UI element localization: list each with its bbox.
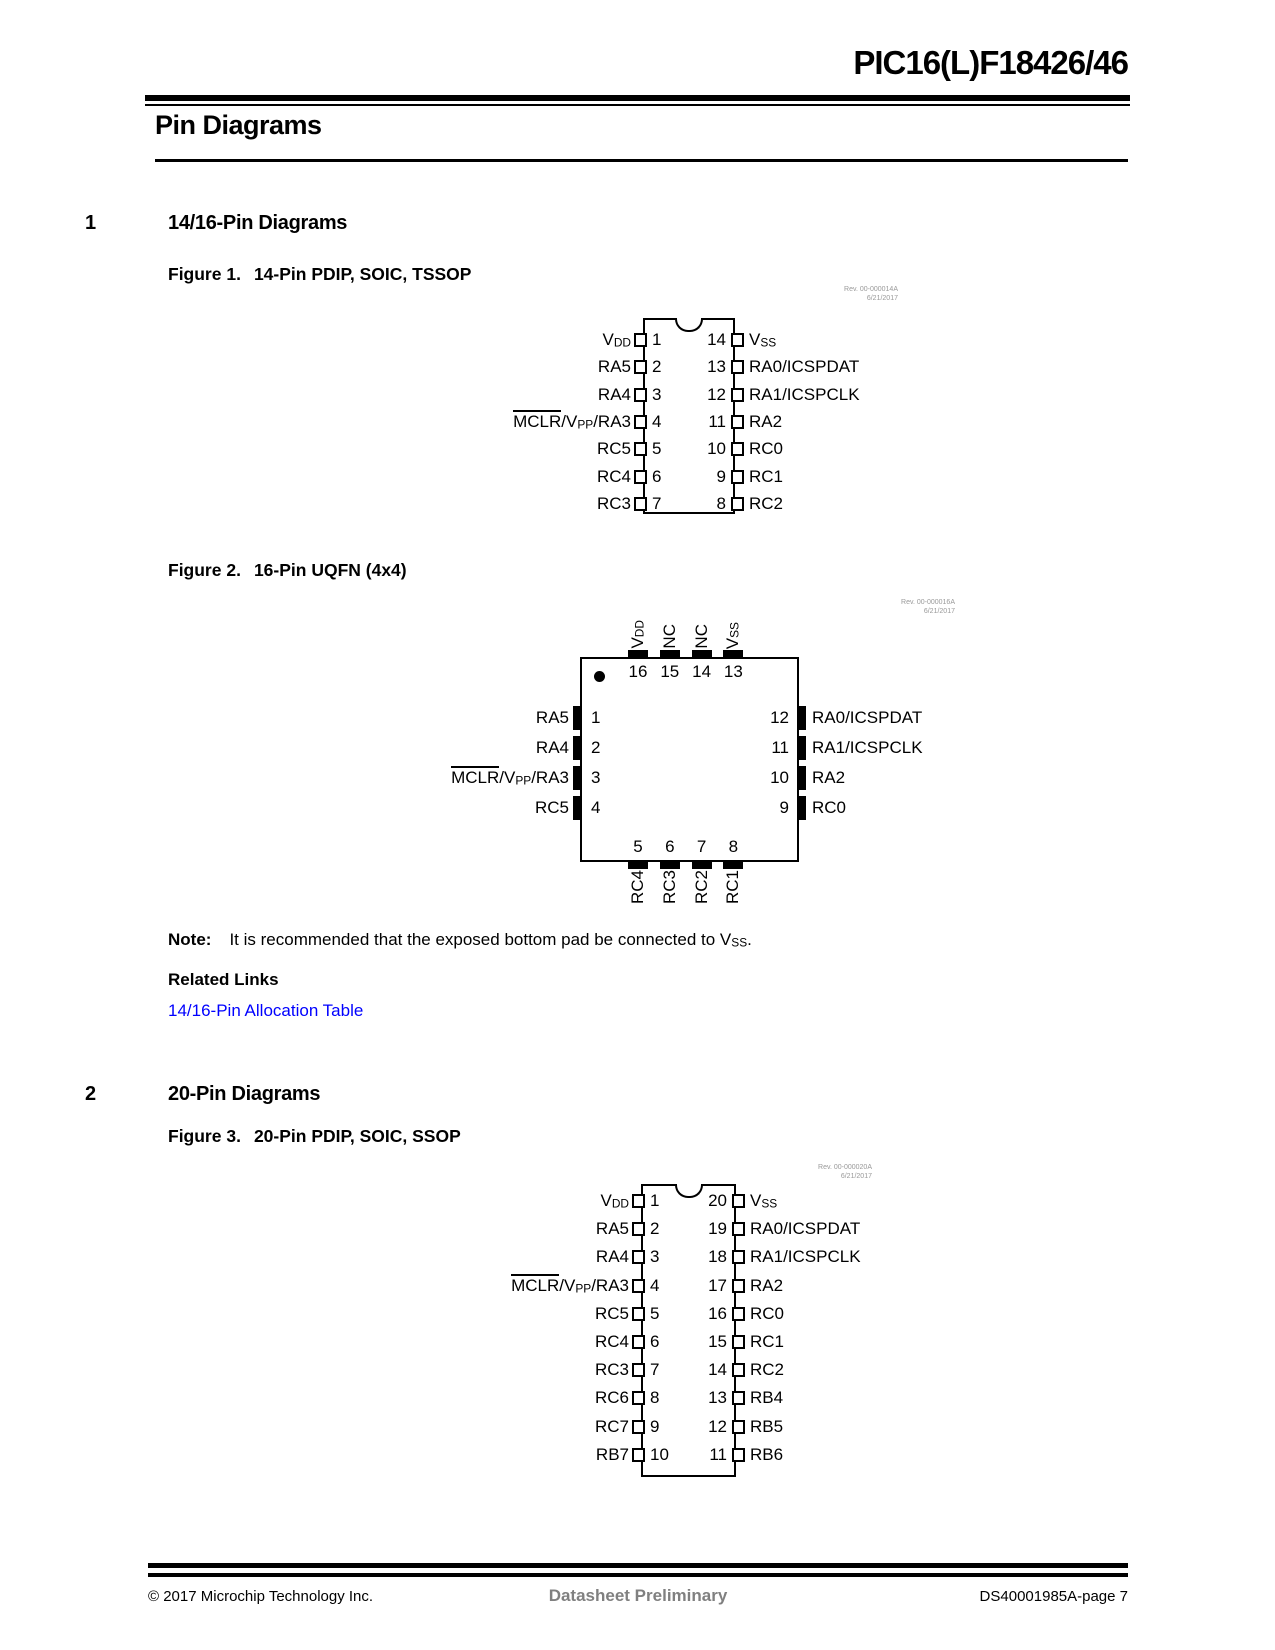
pin-number: 13 (708, 1388, 727, 1408)
pin-label: RB4 (750, 1388, 784, 1408)
pin-label: RB6 (750, 1444, 784, 1464)
pin-box (634, 415, 647, 429)
section-1-title: 14/16-Pin Diagrams (168, 212, 348, 234)
pin-label: RB7 (595, 1444, 629, 1464)
pin-pad (628, 650, 648, 657)
pin-number: 5 (633, 837, 643, 856)
pin-row (594, 1357, 785, 1383)
pin-number: 5 (650, 1303, 660, 1323)
pin-number: 6 (652, 466, 662, 486)
pin-box (634, 360, 647, 374)
pin-row (594, 1329, 785, 1355)
pin-row (597, 382, 860, 408)
pin-number: 18 (708, 1247, 727, 1267)
pin-box (732, 1335, 745, 1349)
pin-pad (573, 766, 580, 790)
pin-row (595, 1216, 861, 1242)
figure-3-diagram (148, 1155, 1128, 1505)
pin-number: 14 (692, 662, 712, 681)
pin-label: MCLR/VPP/RA3 (451, 768, 569, 788)
pin-label: RC1 (750, 1332, 785, 1351)
pin-box (634, 333, 647, 347)
pin-label: RA2 (749, 411, 783, 431)
pin-number: 2 (652, 357, 662, 377)
pin-label: RA0/ICSPDAT (749, 357, 860, 377)
pin-box (732, 1307, 745, 1321)
figure-1-diagram (148, 283, 1128, 528)
pin-box (634, 388, 647, 402)
pin-box (632, 1194, 645, 1208)
pin-number: 20 (708, 1191, 727, 1210)
pin-label: RA1/ICSPCLK (749, 384, 860, 404)
pin-row (596, 491, 784, 517)
pin-label: VDD (602, 330, 631, 350)
pin-label: RB5 (750, 1416, 784, 1436)
related-links-heading: Related Links (168, 970, 279, 989)
pin-label: RC3 (594, 1360, 629, 1380)
pin-number: 4 (652, 411, 662, 431)
pin-pad (573, 706, 580, 730)
pin-label: RA5 (597, 357, 631, 377)
pin-number: 10 (707, 439, 726, 459)
pin-box (632, 1307, 645, 1321)
pin-box (632, 1222, 645, 1236)
pin-label: VDD (600, 1191, 629, 1211)
pin-number: 4 (650, 1275, 660, 1295)
pin-label: RC0 (750, 1303, 785, 1323)
pin-number: 6 (665, 837, 675, 856)
pin-box (731, 470, 744, 484)
pin-box (632, 1279, 645, 1293)
pin-box (732, 1250, 745, 1264)
pin-label: MCLR/VPP/RA3 (511, 1275, 629, 1296)
pin-box (731, 415, 744, 429)
section-1-heading (85, 212, 347, 235)
pin-row (597, 354, 860, 380)
pin-box (634, 497, 647, 511)
figure-3-caption (168, 1126, 461, 1147)
pin-pad (660, 862, 680, 869)
note-label: Note: (168, 930, 212, 949)
pin-label: RA1/ICSPCLK (750, 1247, 861, 1267)
footer-rule-2 (148, 1573, 1128, 1577)
pin-pad (723, 650, 743, 657)
figure-2-diagram (148, 592, 1128, 917)
pin-label: RC4 (596, 466, 631, 486)
page-heading: Pin Diagrams (155, 110, 322, 140)
figure-3-label: Figure 3. (168, 1126, 241, 1146)
pin-number: 15 (708, 1332, 727, 1351)
pin-label: RC4 (594, 1332, 629, 1351)
footer-rule-1 (148, 1563, 1128, 1568)
section-2-number: 2 (85, 1083, 96, 1105)
pin-label: NC (659, 624, 679, 649)
pin-number: 2 (650, 1219, 660, 1239)
pin-box (632, 1335, 645, 1349)
pin-number: 3 (591, 768, 601, 787)
pin-number: 3 (652, 384, 662, 404)
pin-box (632, 1250, 645, 1264)
pin-number: 7 (696, 837, 707, 856)
qfn16-package-body (451, 620, 923, 905)
allocation-table-link[interactable]: 14/16-Pin Allocation Table (168, 1001, 364, 1020)
pin-number: 12 (708, 1416, 727, 1436)
pin-number: 10 (770, 768, 789, 787)
note-line (168, 930, 752, 950)
pin-box (632, 1448, 645, 1462)
pin-label: RA2 (812, 768, 846, 787)
pin-pad (799, 736, 806, 760)
pin-number: 9 (779, 798, 789, 817)
pin-number: 3 (650, 1247, 660, 1267)
pin-label: VSS (723, 621, 743, 649)
pin-box (731, 442, 744, 456)
figure-1-label: Figure 1. (168, 264, 241, 284)
pin-label: RA4 (597, 384, 631, 404)
pin-label: RA0/ICSPDAT (750, 1219, 861, 1239)
footer (148, 1586, 1128, 1606)
pin-label: RC5 (534, 798, 569, 817)
pin-label: RC1 (749, 466, 784, 486)
pin-label: RA1/ICSPCLK (812, 738, 923, 757)
pin-number: 11 (771, 738, 789, 757)
footer-copyright: © 2017 Microchip Technology Inc. (148, 1588, 374, 1605)
pin-pad (692, 862, 712, 869)
pin-label: RC5 (594, 1303, 629, 1323)
pin-label: RA5 (535, 708, 569, 727)
pin-number: 7 (652, 493, 662, 513)
pin-label: RC7 (594, 1416, 629, 1436)
pin-number: 11 (709, 1444, 727, 1464)
pin-box (632, 1420, 645, 1434)
pin-label: RC1 (723, 870, 743, 905)
pin-number: 1 (650, 1191, 660, 1210)
pin-row (594, 1385, 784, 1411)
note-text: It is recommended that the exposed bottom pad be connected to VSS. (229, 930, 752, 950)
pin-label: MCLR/VPP/RA3 (513, 411, 631, 432)
pin-pad (692, 650, 712, 657)
pin-number: 4 (591, 798, 601, 817)
pin-number: 5 (652, 439, 662, 459)
pin1-indicator-dot (594, 671, 605, 682)
figure-1-caption (168, 264, 471, 285)
pin-number: 14 (707, 330, 726, 349)
pin-box (731, 333, 744, 347)
pin-number: 13 (723, 662, 743, 681)
dip20-package-body (511, 1184, 861, 1477)
figure-1-rev-label: Rev. 00-000014A 6/21/2017 (844, 286, 898, 303)
pin-number: 8 (650, 1388, 660, 1408)
pin-row (594, 1301, 785, 1327)
pin-box (732, 1420, 745, 1434)
pin-label: RA0/ICSPDAT (812, 708, 923, 727)
pin-label: RA4 (595, 1247, 629, 1267)
pin-label: RC0 (749, 439, 784, 459)
pin-number: 12 (770, 708, 789, 727)
pin-box (632, 1391, 645, 1405)
pin-label: RC3 (659, 870, 679, 905)
pin-pad (799, 706, 806, 730)
pin-number: 12 (707, 384, 726, 404)
pin-label: RC2 (691, 870, 711, 905)
pin-number: 2 (591, 738, 601, 757)
pin-row (596, 436, 784, 462)
pin-number: 9 (716, 466, 726, 486)
pin-label: RA4 (535, 738, 569, 757)
pin-box (731, 497, 744, 511)
figure-3-title: 20-Pin PDIP, SOIC, SSOP (253, 1126, 461, 1146)
pin-label: NC (691, 624, 711, 649)
pin-label: RC4 (628, 870, 647, 905)
pin-label: VSS (749, 330, 777, 350)
pin-box (732, 1279, 745, 1293)
pin-number: 8 (728, 837, 739, 856)
pin-number: 1 (591, 708, 601, 727)
pin-number: 6 (650, 1332, 660, 1351)
pin-number: 9 (650, 1416, 660, 1436)
pin-pad (723, 862, 743, 869)
pin-box (731, 360, 744, 374)
pin-number: 7 (650, 1360, 660, 1380)
pin-number: 10 (650, 1444, 669, 1464)
pin-number: 13 (707, 357, 726, 377)
pin-box (634, 470, 647, 484)
pin-number: 15 (660, 662, 680, 681)
pin-number: 11 (708, 411, 726, 431)
pin-row (595, 1244, 861, 1270)
pin-number: 16 (628, 662, 648, 681)
pin-number: 17 (708, 1275, 727, 1295)
pin-box (731, 388, 744, 402)
figure-2-rev-label: Rev. 00-000016A 6/21/2017 (901, 599, 955, 616)
pin-box (632, 1363, 645, 1377)
section-2-title: 20-Pin Diagrams (168, 1083, 321, 1105)
pin-label: RA5 (595, 1219, 629, 1239)
pin-label: RC0 (812, 798, 847, 817)
pin-pad (628, 862, 648, 869)
section-1-number: 1 (85, 212, 96, 234)
device-title: PIC16(L)F18426/46 (853, 44, 1128, 81)
dip14-package-body (513, 318, 860, 514)
heading-rule (155, 159, 1128, 162)
figure-1-title: 14-Pin PDIP, SOIC, TSSOP (253, 264, 472, 284)
pin-number: 16 (708, 1303, 727, 1323)
footer-status: Datasheet Preliminary (548, 1586, 728, 1605)
pin-row (600, 1188, 778, 1214)
pin-row (594, 1414, 784, 1440)
section-2-heading (85, 1083, 320, 1106)
pin-label: RC6 (594, 1388, 629, 1408)
pin-pad (799, 796, 806, 820)
footer-doc-number: DS40001985A-page 7 (979, 1588, 1129, 1605)
pin-label: RC2 (749, 493, 784, 513)
pin-pad (660, 650, 680, 657)
pin-label: RC3 (596, 493, 631, 513)
figure-2-caption (168, 560, 407, 581)
pin-box (634, 442, 647, 456)
pin-number: 19 (708, 1219, 727, 1239)
pin-row (602, 327, 777, 353)
pin-box (732, 1391, 745, 1405)
pin-box (732, 1222, 745, 1236)
pin-row (595, 1442, 784, 1468)
header-rule-thin (145, 104, 1130, 106)
pin-number: 14 (708, 1360, 727, 1380)
pin-box (732, 1194, 745, 1208)
pin-number: 8 (716, 493, 726, 513)
pin-pad (799, 766, 806, 790)
figure-2-title: 16-Pin UQFN (4x4) (253, 560, 407, 580)
pin-pad (573, 736, 580, 760)
pin-label: RA2 (750, 1275, 784, 1295)
pin-label: VSS (750, 1191, 778, 1211)
pin-label: RC2 (750, 1360, 785, 1380)
figure-2-label: Figure 2. (168, 560, 241, 580)
pin-label: VDD (628, 620, 647, 649)
pin-row (511, 1273, 784, 1299)
pin-pad (573, 796, 580, 820)
pin-row (513, 409, 783, 435)
pin-row (596, 464, 784, 490)
pin-label: RC5 (596, 439, 631, 459)
header-rule-thick (145, 95, 1130, 101)
pin-box (732, 1448, 745, 1462)
pin-box (732, 1363, 745, 1377)
pin-number: 1 (652, 330, 662, 349)
figure-3-rev-label: Rev. 00-000020A 6/21/2017 (818, 1164, 872, 1181)
